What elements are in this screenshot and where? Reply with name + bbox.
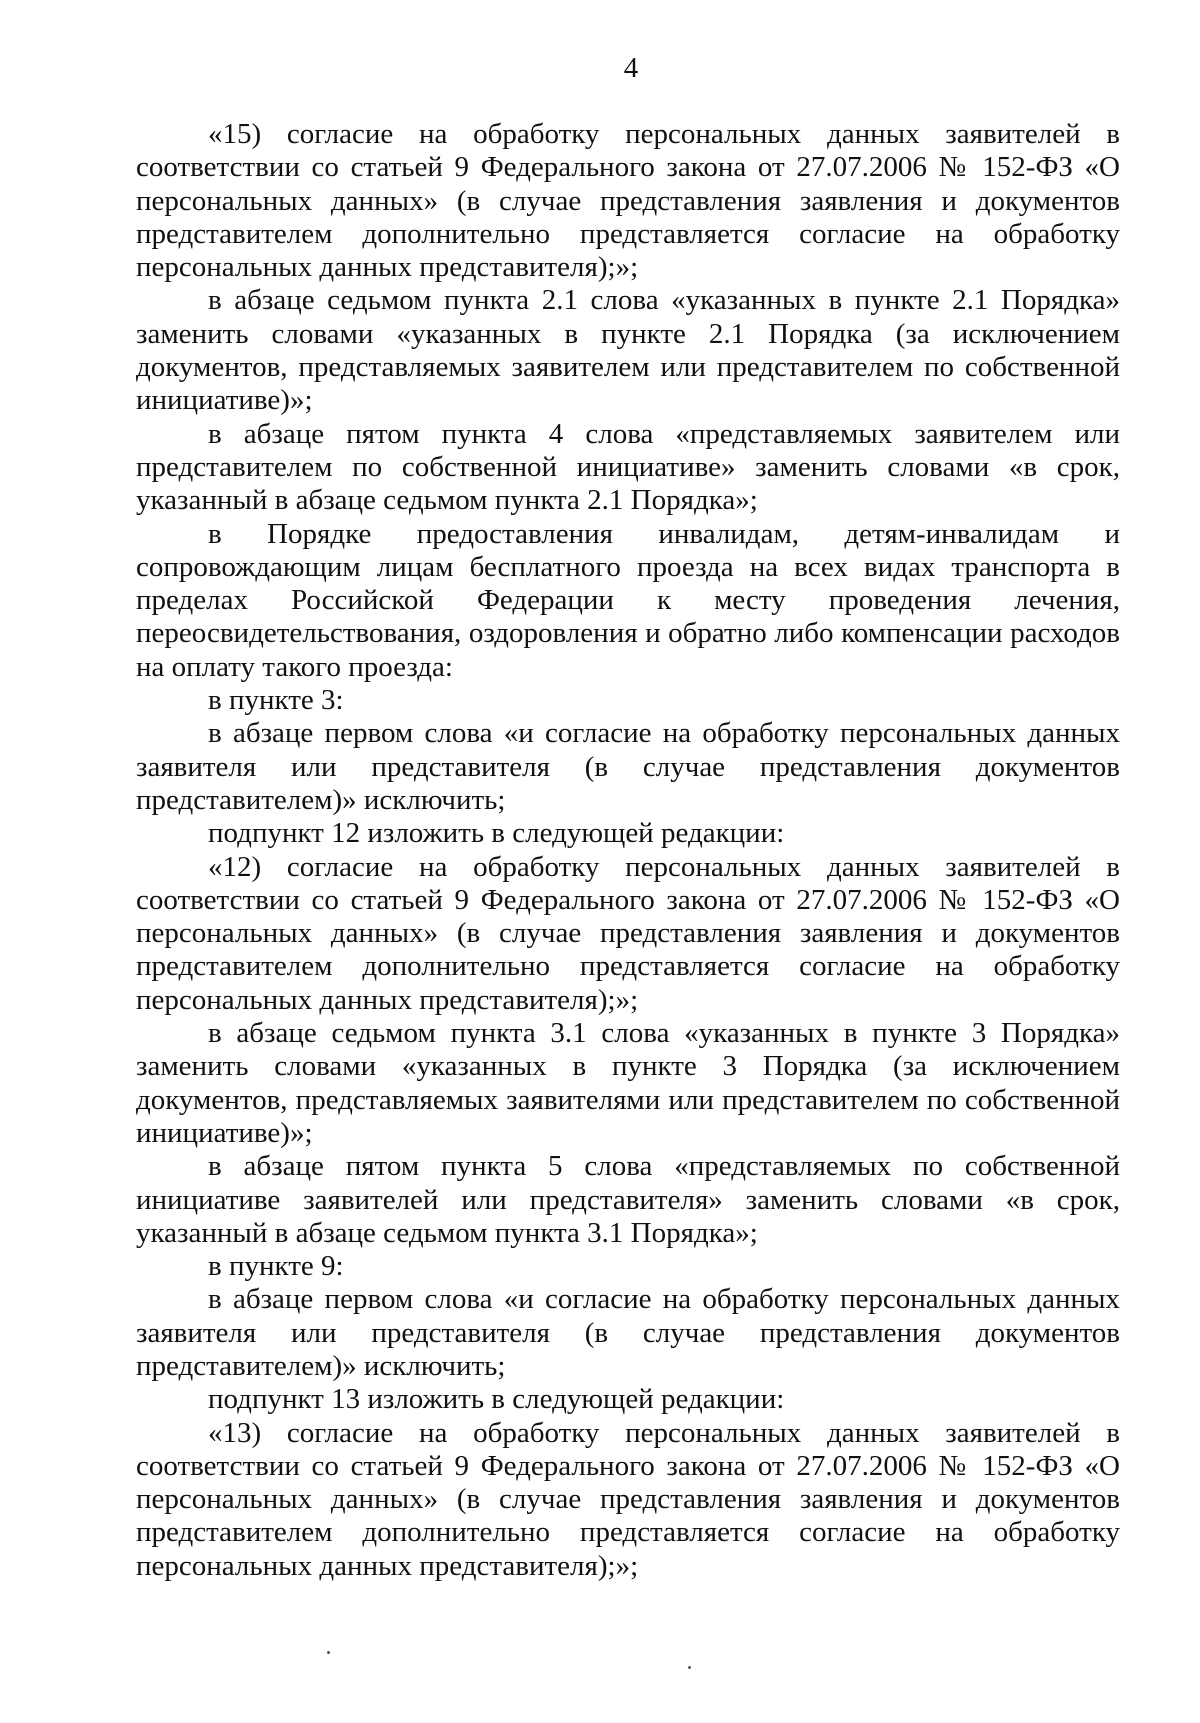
paragraph: «12) согласие на обработку персональных данных заявителей в соответствии со статьей 9 Федерального закона от 27.07.2006 № 152-ФЗ «О персональных данных» (в случае представления заявления и документов представителем дополнительно представляется согласие на обработку персональных данных представителя);»; [136, 850, 1120, 1016]
paragraph: «13) согласие на обработку персональных данных заявителей в соответствии со статьей 9 Федерального закона от 27.07.2006 № 152-ФЗ «О персональных данных» (в случае представления заявления и документов представителем дополнительно представляется согласие на обработку персональных данных представителя);»; [136, 1416, 1120, 1582]
paragraph: в Порядке предоставления инвалидам, детям-инвалидам и сопровождающим лицам бесплатного проезда на всех видах транспорта в пределах Российской Федерации к месту проведения лечения, переосвидетельствования, оздоровления и обратно либо компенсации расходов на оплату такого проезда: [136, 517, 1120, 683]
paragraph: в пункте 3: [208, 684, 344, 717]
paragraph: в абзаце пятом пункта 5 слова «представляемых по собственной инициативе заявителей или представителя» заменить словами «в срок, указанный в абзаце седьмом пункта 3.1 Порядка»; [136, 1150, 1120, 1249]
paragraph: подпункт 12 изложить в следующей редакции: [208, 817, 785, 850]
document-body [136, 118, 1120, 1583]
scan-speck [688, 1666, 691, 1669]
paragraph: «15) согласие на обработку персональных данных заявителей в соответствии со статьей 9 Федерального закона от 27.07.2006 № 152-ФЗ «О персональных данных» (в случае представления заявления и документов представителем дополнительно представляется согласие на обработку персональных данных представителя);»; [136, 118, 1120, 284]
scan-speck [327, 1651, 330, 1654]
paragraph: в абзаце седьмом пункта 3.1 слова «указанных в пункте 3 Порядка» заменить словами «указанных в пункте 3 Порядка (за исключением документов, представляемых заявителями или представителем по собственной инициативе)»; [136, 1017, 1120, 1149]
paragraph: в пункте 9: [208, 1250, 344, 1283]
paragraph: в абзаце первом слова «и согласие на обработку персональных данных заявителя или представителя (в случае представления документов представителем)» исключить; [136, 717, 1120, 816]
paragraph: в абзаце пятом пункта 4 слова «представляемых заявителем или представителем по собственной инициативе» заменить словами «в срок, указанный в абзаце седьмом пункта 2.1 Порядка»; [136, 417, 1120, 517]
paragraph: подпункт 13 изложить в следующей редакции: [208, 1383, 785, 1416]
paragraph: в абзаце первом слова «и согласие на обработку персональных данных заявителя или представителя (в случае представления документов представителем)» исключить; [136, 1283, 1120, 1382]
paragraph: в абзаце седьмом пункта 2.1 слова «указанных в пункте 2.1 Порядка» заменить словами «указанных в пункте 2.1 Порядка (за исключением документов, представляемых заявителем или представителем по собственной инициативе)»; [136, 284, 1120, 417]
page-number: 4 [623, 52, 639, 84]
